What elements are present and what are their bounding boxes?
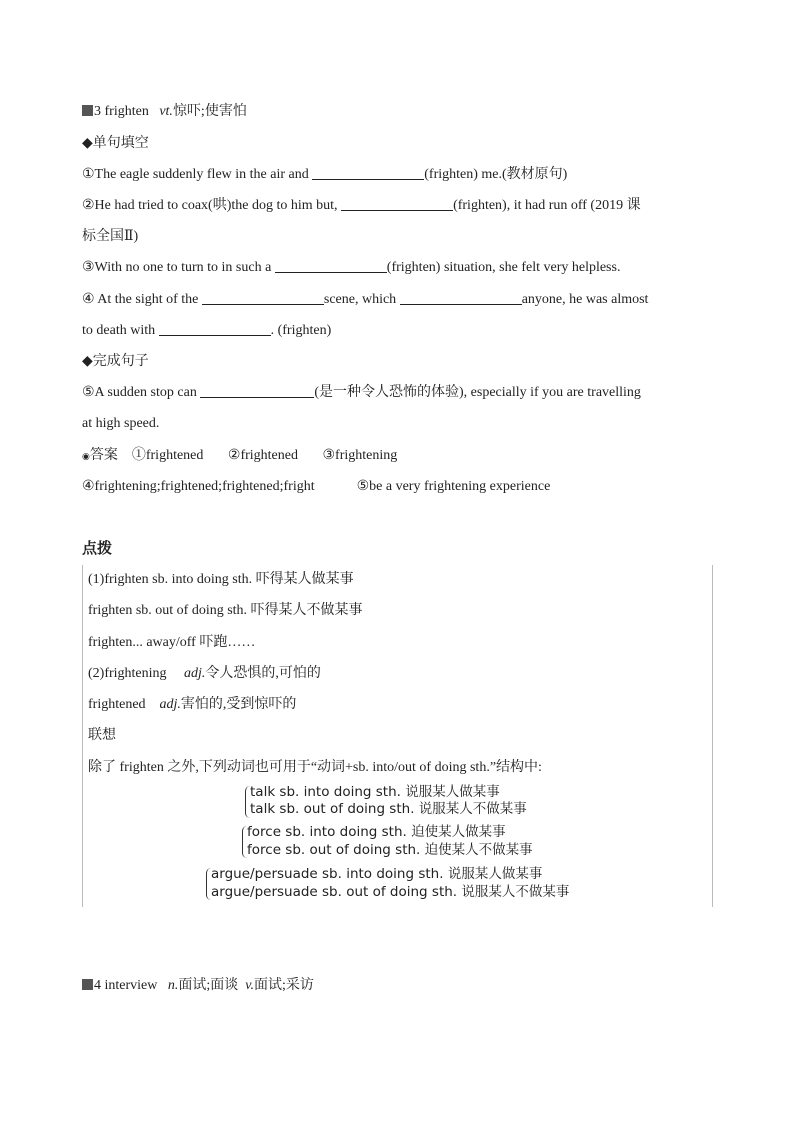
- question-5: [82, 383, 641, 403]
- pair-2-out-of: force sb. out of doing sth. 迫使某人不做某事: [247, 842, 533, 858]
- word-meaning: 惊吓;使害怕: [172, 104, 247, 119]
- question-text: ④ At the sight of the: [82, 292, 199, 307]
- question-text: scene, which: [323, 292, 397, 307]
- question-text: . (frighten): [270, 323, 332, 338]
- answer-1: ①frightened: [131, 448, 204, 463]
- headword: frighten: [104, 104, 149, 119]
- pair-3-out-of: argue/persuade sb. out of doing sth. 说服某人不做某事: [211, 884, 570, 900]
- answer-blank[interactable]: [200, 383, 314, 398]
- answer-2: ②frightened: [227, 448, 298, 463]
- tip-line-1: (1)frighten sb. into doing sth. 吓得某人做某事: [88, 572, 354, 587]
- square-bullet-icon: [82, 105, 93, 116]
- question-text: ③With no one to turn to in such a: [82, 260, 272, 275]
- answer-blank[interactable]: [312, 165, 424, 180]
- question-text: ②He had tried to coax(哄)the dog to him but,: [82, 198, 338, 213]
- section-number: 4: [94, 978, 101, 993]
- answers-label: 答案: [89, 448, 118, 463]
- question-2: [82, 196, 641, 216]
- question-4-continued: [82, 321, 331, 341]
- answer-blank[interactable]: [341, 196, 453, 211]
- answer-4: ④frightening;frightened;frightened;fright: [82, 479, 315, 494]
- part-of-speech: n.: [167, 978, 179, 993]
- pair-3-into: argue/persuade sb. into doing sth. 说服某人做某事: [211, 866, 543, 882]
- question-1: [82, 165, 567, 185]
- pair-2-into: force sb. into doing sth. 迫使某人做某事: [247, 824, 506, 840]
- question-text: (是一种令人恐怖的体验), especially if you are travelling: [314, 385, 641, 400]
- question-text: to death with: [82, 323, 156, 338]
- part-of-speech: vt.: [159, 104, 173, 119]
- answer-3: ③frightening: [322, 448, 398, 463]
- question-text: (frighten) situation, she felt very helpless.: [386, 260, 621, 275]
- answer-blank[interactable]: [202, 290, 324, 305]
- question-4: [82, 290, 648, 310]
- headword: interview: [104, 978, 158, 993]
- part-of-speech: adj.: [184, 666, 206, 681]
- answers-line-1: [82, 446, 397, 466]
- tip-word: (2)frightening: [88, 666, 167, 681]
- question-text: (frighten) me.(教材原句): [424, 167, 568, 182]
- section-4-heading: [82, 976, 314, 996]
- fill-in-title: ◆单句填空: [82, 136, 149, 151]
- answer-blank[interactable]: [159, 321, 271, 336]
- question-text: (frighten), it had run off (2019 课: [453, 198, 641, 213]
- word-meaning: 面试;面谈: [178, 978, 239, 993]
- pair-1-out-of: talk sb. out of doing sth. 说服某人不做某事: [250, 801, 527, 817]
- tip-line-3: frighten... away/off 吓跑……: [88, 635, 256, 650]
- pair-1-into: talk sb. into doing sth. 说服某人做某事: [250, 784, 500, 800]
- tip-meaning: 害怕的,受到惊吓的: [180, 697, 297, 712]
- part-of-speech: adj.: [159, 697, 181, 712]
- square-bullet-icon: [82, 979, 93, 990]
- association-text: 除了 frighten 之外,下列动词也可用于“动词+sb. into/out of doing sth.”结构中:: [88, 760, 542, 775]
- word-meaning: 面试;采访: [253, 978, 314, 993]
- tip-line-2: frighten sb. out of doing sth. 吓得某人不做某事: [88, 603, 363, 618]
- section-3-heading: [82, 102, 247, 122]
- section-number: 3: [94, 104, 101, 119]
- association-label: 联想: [88, 728, 116, 743]
- tip-word: frightened: [88, 697, 146, 712]
- question-text: ⑤A sudden stop can: [82, 385, 197, 400]
- answer-blank[interactable]: [275, 258, 387, 273]
- answers-line-2: [82, 477, 550, 497]
- question-text: ①The eagle suddenly flew in the air and: [82, 167, 309, 182]
- tip-title: 点拨: [82, 539, 113, 557]
- question-2-continued: 标全国Ⅱ): [82, 229, 139, 244]
- question-5-continued: at high speed.: [82, 416, 160, 431]
- answer-marker-icon: ◉: [82, 451, 90, 461]
- answer-blank[interactable]: [400, 290, 522, 305]
- tip-meaning: 令人恐惧的,可怕的: [205, 666, 321, 681]
- complete-sentence-title: ◆完成句子: [82, 354, 149, 369]
- tip-line-4: [88, 664, 321, 684]
- part-of-speech: v.: [245, 978, 254, 993]
- question-text: anyone, he was almost: [521, 292, 649, 307]
- answer-5: ⑤be a very frightening experience: [356, 479, 551, 494]
- tip-line-5: [88, 695, 296, 715]
- question-3: [82, 258, 620, 278]
